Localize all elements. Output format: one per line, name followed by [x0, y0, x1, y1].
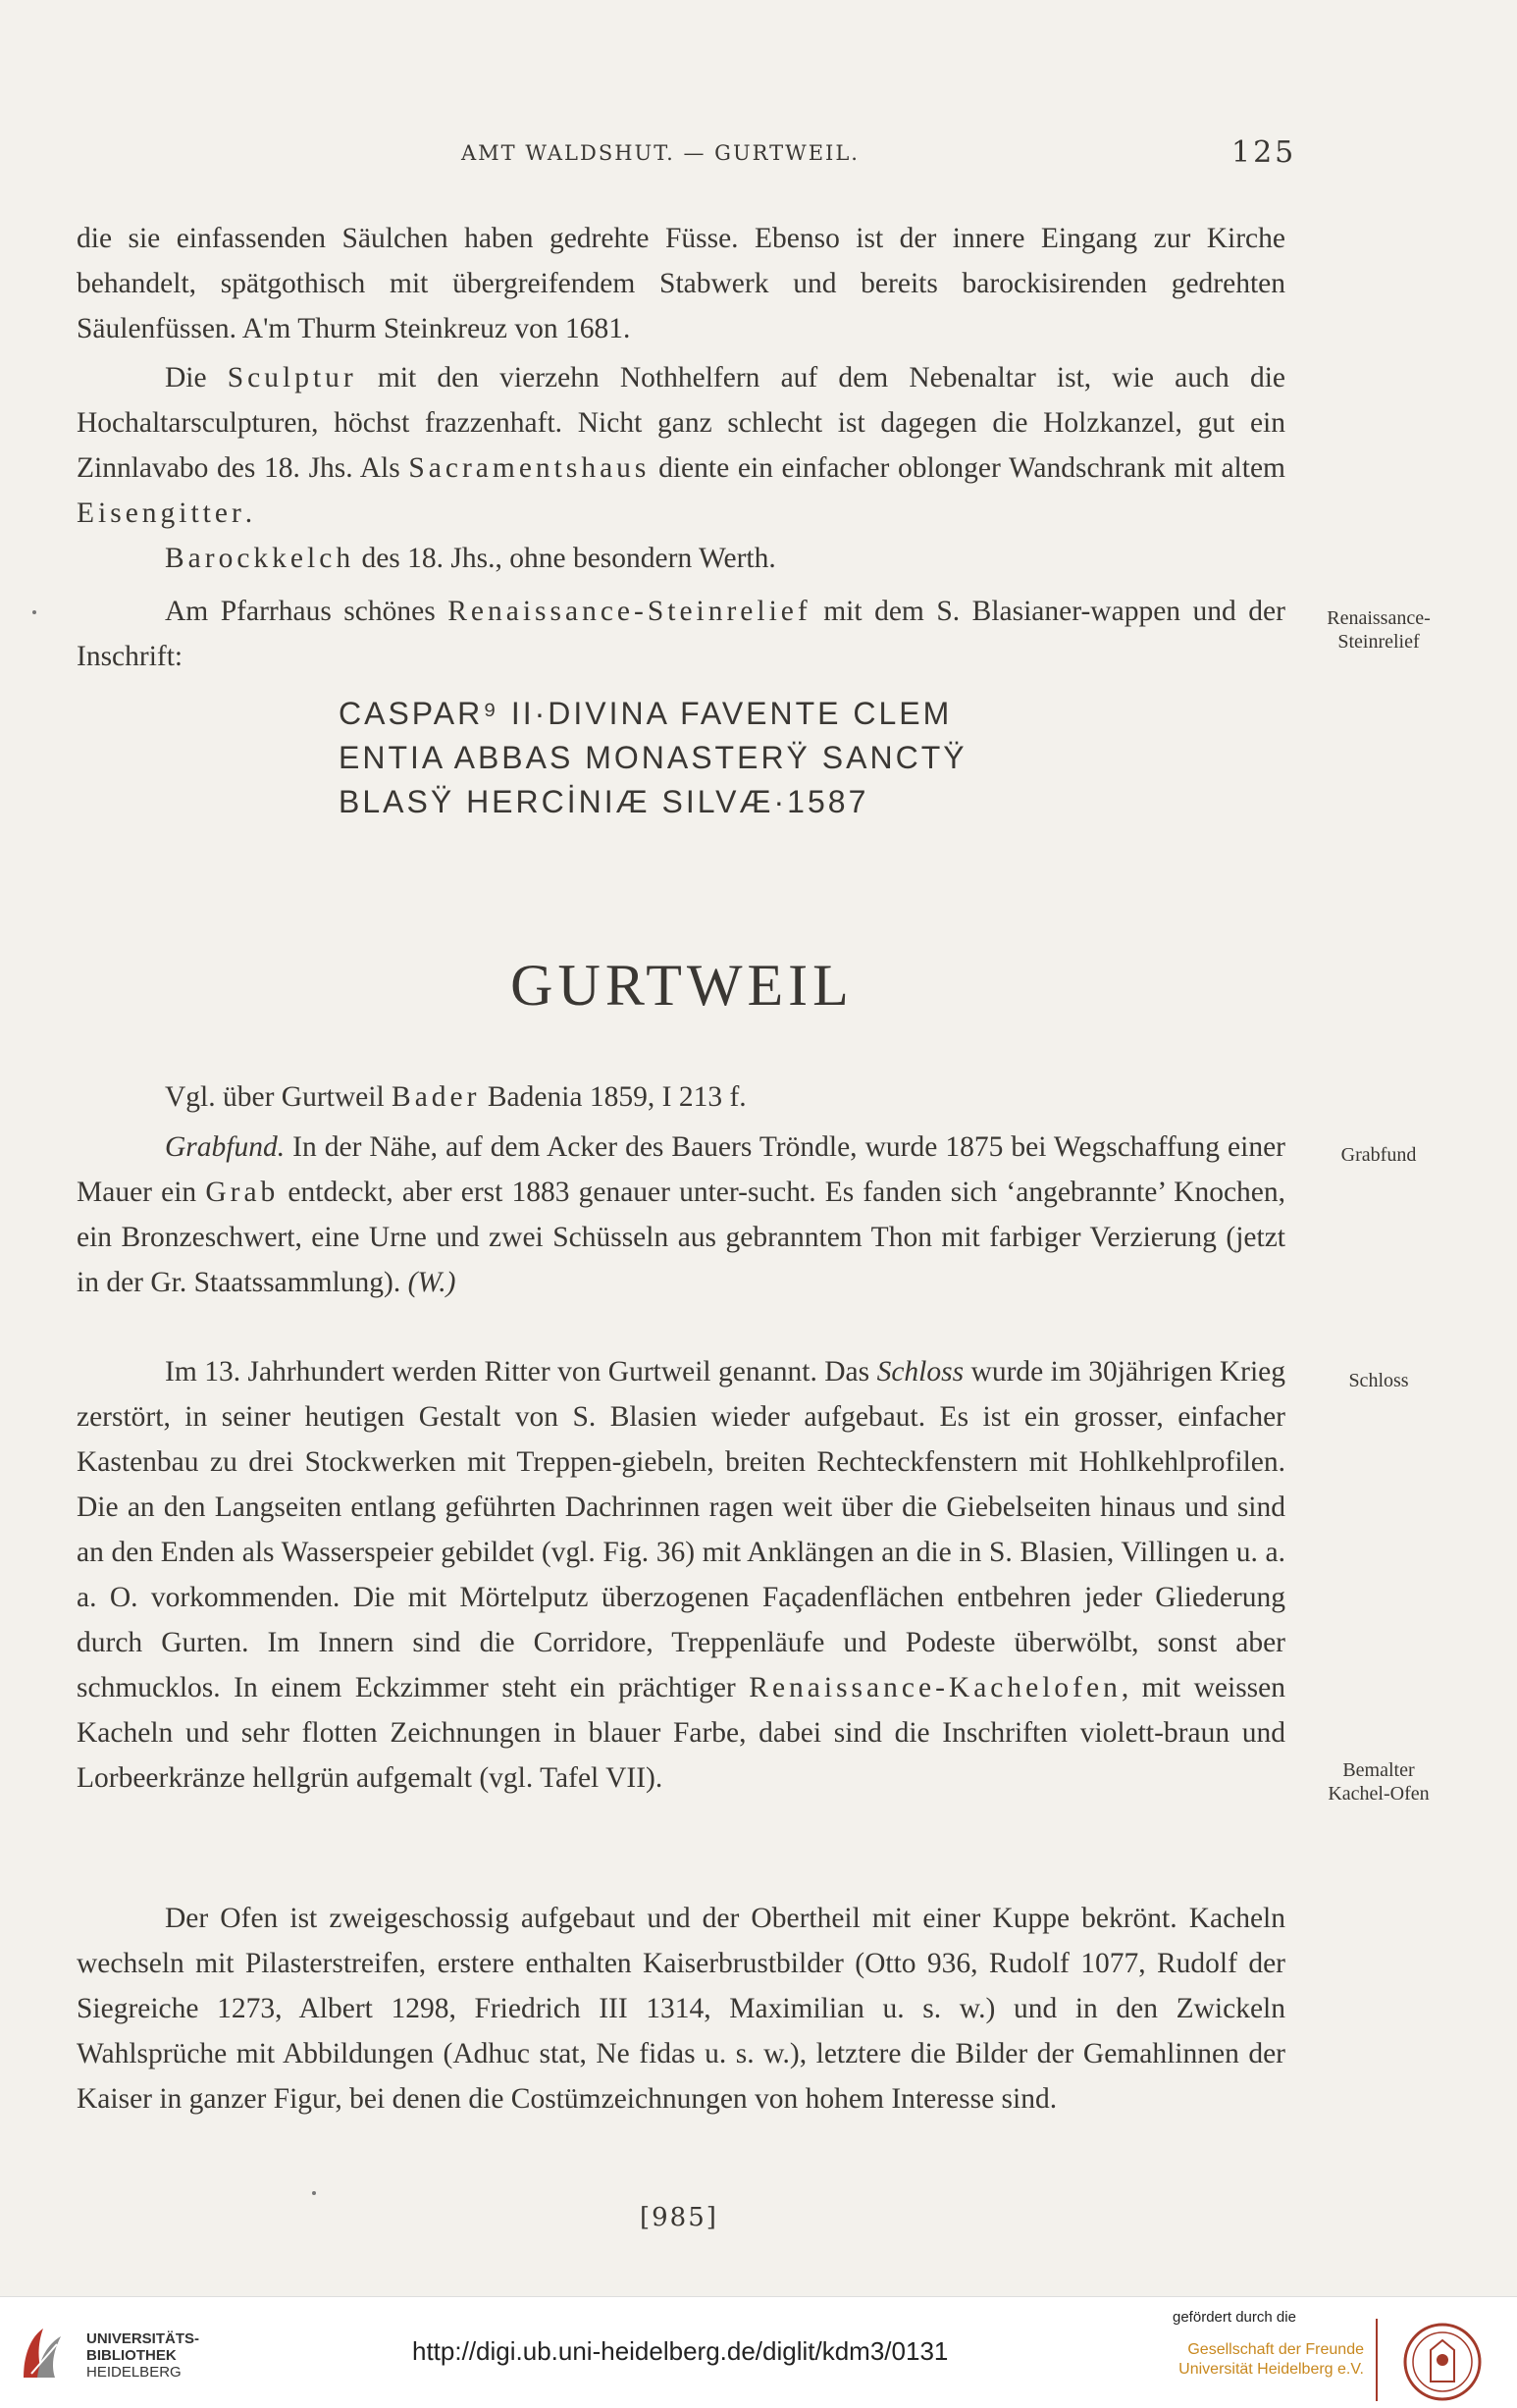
text-run: , mit weissen Kacheln und sehr flotten Zeichnungen in blauer Farbe, dabei sind die Inschriften violett-braun und Lorbeerkränze hellgrün aufgemalt (vgl. Tafel VII).: [77, 1672, 1285, 1794]
paragraph-text: die sie einfassenden Säulchen haben gedrehte Füsse. Ebenso ist der innere Eingang zur Kirche behandelt, spätgothisch mit übergreifendem Stabwerk und bereits barockisirenden gedrehten Säulenfüssen. A'm Thurm Steinkreuz von 1681.: [77, 223, 1285, 344]
inscription-line: BLASŸ HERCİNIÆ SILVÆ·1587: [339, 784, 869, 819]
text-run: Im 13. Jahrhundert werden Ritter von Gurtweil genannt. Das: [165, 1356, 877, 1387]
text-run: diente ein einfacher oblonger Wandschrank mit altem: [650, 452, 1285, 484]
text-run: In der Nähe, auf dem Acker des Bauers Tröndle, wurde 1875 bei Wegschaffung einer Mauer ein: [77, 1131, 1285, 1208]
page-number: 125: [1231, 135, 1297, 170]
paragraph-text: Der Ofen ist zweigeschossig aufgebaut und der Obertheil mit einer Kuppe bekrönt. Kacheln wechseln mit Pilasterstreifen, erstere enthalten Kaiserbrustbilder (Otto 936, Rudolf 1077, Rudolf der Siegreiche 1273, Albert 1298, Friedrich III 1314, Maximilian u. s. w.) und in den Zwickeln Wahlsprüche mit Abbildungen (Adhuc stat, Ne fidas u. s. w.), letztere die Bilder der Gemahlinnen der Kaiser in ganzer Figur, bei denen die Costümzeichnungen von hohem Interesse sind.: [77, 1903, 1285, 2115]
text-run: Badenia 1859, I 213 f.: [480, 1081, 747, 1113]
margin-note-schloss: Schloss: [1348, 1370, 1409, 1391]
signature-mark: [985]: [640, 2203, 718, 2232]
spaced-term-grab: Grab: [205, 1177, 280, 1208]
paragraph-ofen: [77, 1896, 1285, 2121]
university-seal-icon: [1393, 2321, 1491, 2403]
margin-note-steinrelief: Renaissance- Steinrelief: [1327, 607, 1431, 653]
university-library-name: UNIVERSITÄTS- BIBLIOTHEK HEIDELBERG: [86, 2330, 200, 2381]
paragraph-portal: [77, 216, 1285, 351]
text-run: Am Pfarrhaus schönes: [165, 596, 448, 627]
margin-note-grabfund: Grabfund: [1340, 1144, 1417, 1166]
spaced-term-sacramentshaus: Sacramentshaus: [408, 452, 651, 484]
text-run: mit den vierzehn Nothhelfern auf dem Nebenaltar ist, wie auch die Hochaltarsculpturen, höchst frazzenhaft. Nicht ganz schlecht ist dagegen die Holzkanzel, gut ein Zinnlavabo des 18. Jhs. Als: [77, 362, 1285, 484]
spaced-term-kachelofen: Renaissance-Kachelofen: [749, 1672, 1122, 1703]
paragraph-barockkelch: [77, 536, 1285, 581]
text-run: des 18. Jhs., ohne besondern Werth.: [354, 543, 776, 574]
text-run: entdeckt, aber erst 1883 genauer unter-sucht. Es fanden sich ‘angebrannte’ Knochen, ein Bronzeschwert, eine Urne und zwei Schüsseln aus gebranntem Thon mit farbiger Verzierung (jetzt in der Gr. Staatssammlung).: [77, 1177, 1286, 1298]
permalink-url[interactable]: http://digi.ub.uni-heidelberg.de/diglit/kdm3/0131: [412, 2336, 949, 2366]
print-speck: [312, 2191, 316, 2195]
viewer-footer: [0, 2296, 1517, 2408]
text-run: mit dem S. Blasianer-wappen und der Inschrift:: [77, 596, 1285, 672]
paragraph-literature: [77, 1074, 1285, 1120]
paragraph-grabfund: [77, 1125, 1285, 1305]
margin-note-kachelofen: Bemalter Kachel-Ofen: [1328, 1759, 1430, 1805]
italic-term-grabfund: Grabfund.: [165, 1131, 286, 1163]
inscription-line: ENTIA ABBAS MONASTERŸ SANCTŸ: [339, 740, 968, 775]
paragraph-pfarrhaus: [77, 589, 1285, 679]
page-header: [0, 135, 1517, 175]
spaced-term-barockkelch: Barockkelch: [165, 543, 355, 574]
sponsor-label: gefördert durch die: [1173, 2309, 1296, 2326]
sponsor-name[interactable]: Gesellschaft der Freunde Universität Heidelberg e.V.: [1178, 2341, 1364, 2378]
text-run: Die: [165, 362, 228, 393]
running-title: AMT WALDSHUT. — GURTWEIL.: [461, 141, 860, 165]
italic-term-schloss: Schloss: [876, 1356, 965, 1387]
paragraph-schloss: [77, 1349, 1285, 1801]
spaced-term-steinrelief: Renaissance-Steinrelief: [447, 596, 811, 627]
spaced-term-sculptur: Sculptur: [227, 362, 357, 393]
text-run: wurde im 30jährigen Krieg zerstört, in seiner heutigen Gestalt von S. Blasien wieder aufgebaut. Es ist ein grosser, einfacher Kastenbau zu drei Stockwerken mit Treppen-giebeln, breiten Rechteckfenstern mit Hohlkehlprofilen. Die an den Langseiten entlang geführten Dachrinnen ragen weit über die Giebelseiten hinaus und sind an den Enden als Wasserspeier gebildet (vgl. Fig. 36) mit Anklängen an die in S. Blasien, Villingen u. a. a. O. vorkommenden. Die mit Mörtelputz überzogenen Façadenflächen entbehren jeder Gliederung durch Gurten. Im Innern sind die Corridore, Treppenläufe und Podeste überwölbt, sonst aber schmucklos. In einem Eckzimmer steht ein prächtiger: [77, 1356, 1286, 1703]
text-run: .: [244, 497, 253, 529]
paragraph-sculptur: [77, 355, 1285, 536]
text-run: Vgl. über Gurtweil: [165, 1081, 392, 1113]
section-heading: GURTWEIL: [510, 953, 854, 1018]
spaced-term-bader: Bader: [392, 1081, 481, 1113]
inscription-line: CASPAR⁹ II·DIVINA FAVENTE CLEM: [339, 696, 953, 731]
inscription: [339, 692, 968, 824]
footer-divider: [1376, 2319, 1378, 2401]
author-initial: (W.): [407, 1267, 456, 1298]
print-speck: [32, 610, 36, 614]
spaced-term-eisengitter: Eisengitter: [77, 497, 245, 529]
university-library-logo-icon: [18, 2325, 69, 2383]
